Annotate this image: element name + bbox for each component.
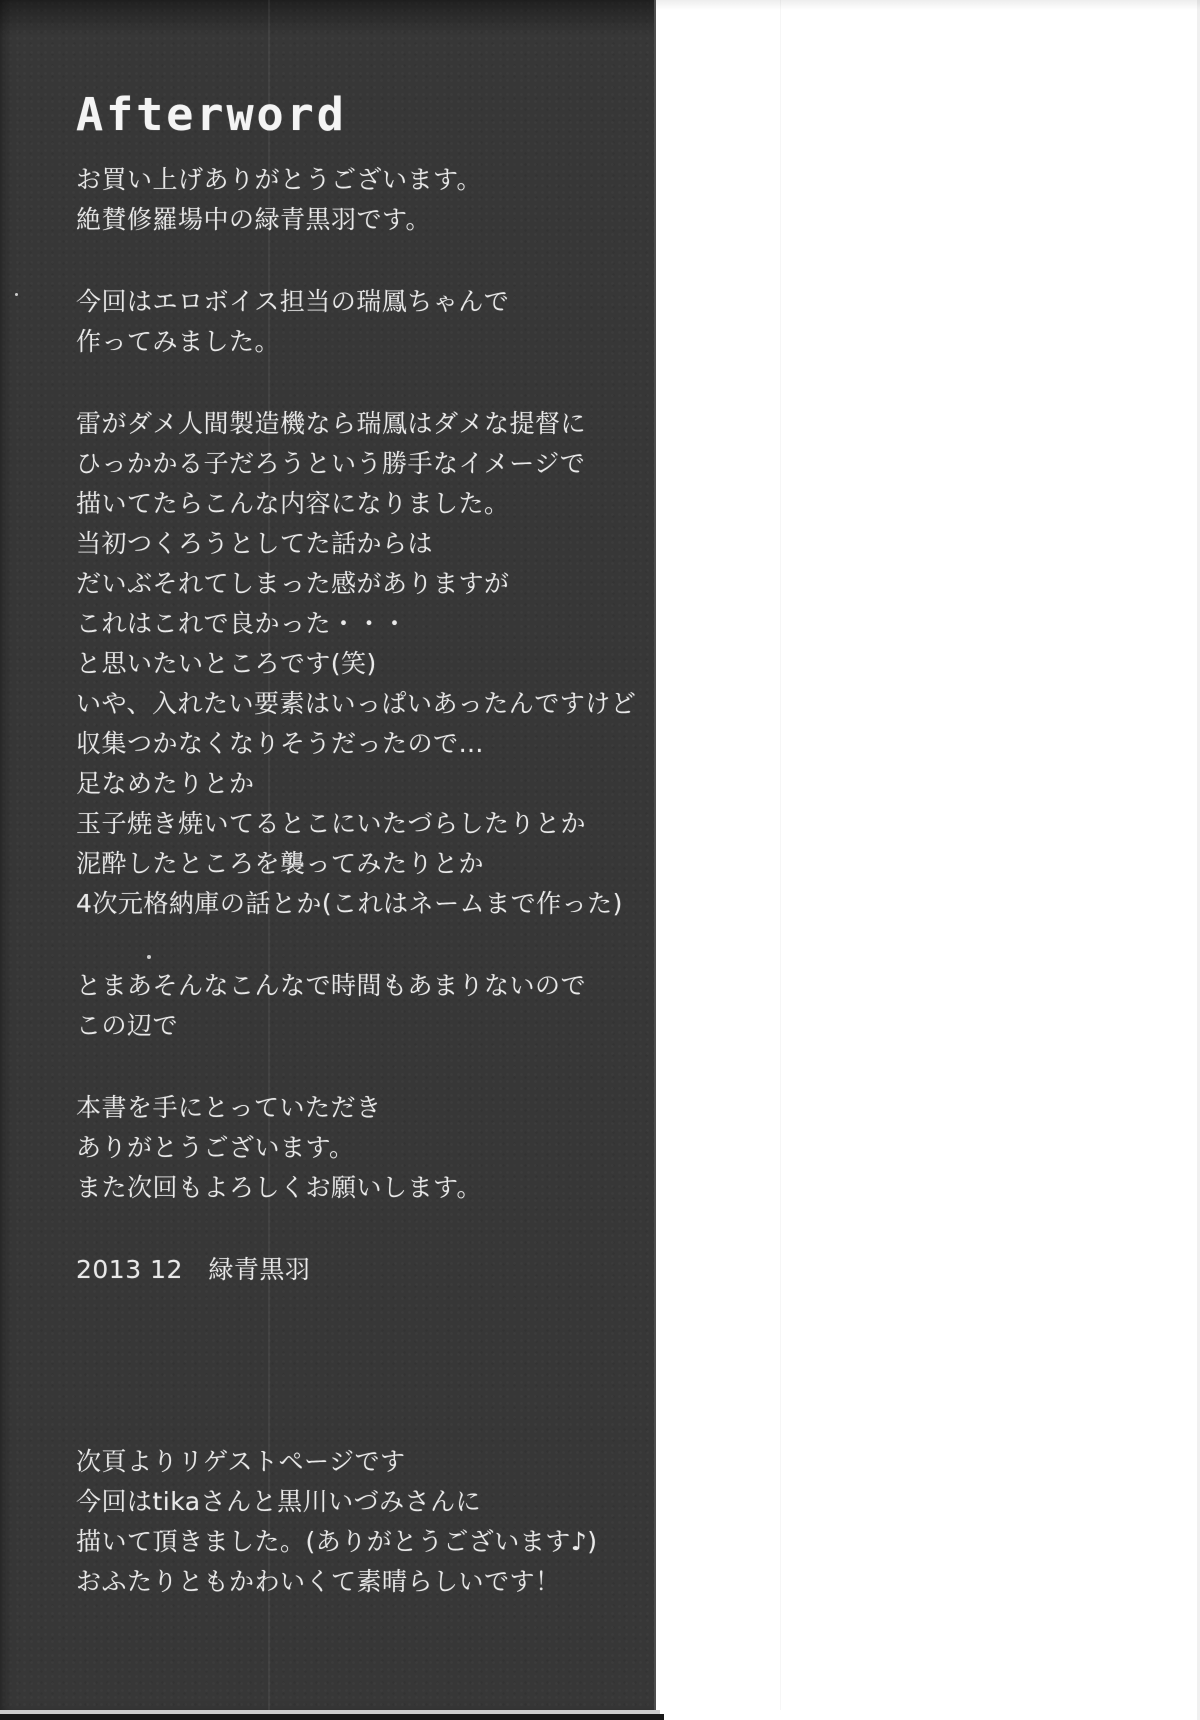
afterword-line: お買い上げありがとうございます。 [76,165,483,194]
afterword-line: また次回もよろしくお願いします。 [76,1173,483,1202]
afterword-line: 当初つくろうとしてた話からは [76,529,434,558]
afterword-line: 描いて頂きました。(ありがとうございます♪) [76,1527,598,1556]
afterword-line: おふたりともかわいくて素晴らしいです！ [76,1567,561,1596]
afterword-line: 作ってみました。 [76,327,281,356]
afterword-line: 玉子焼き焼いてるとこにいたづらしたりとか [76,809,587,838]
afterword-line: とまあそんなこんなで時間もあまりないので [76,971,587,1000]
afterword-date-signature [76,1250,636,1290]
afterword-line: ありがとうございます。 [76,1133,355,1162]
page-bottom-dark-edge [0,1714,664,1720]
afterword-paragraph-theme [76,282,636,362]
afterword-line: 2013 12 緑青黒羽 [76,1255,311,1284]
afterword-paragraph-wrapup [76,966,636,1046]
afterword-line: だいぶそれてしまった感がありますが [76,569,510,598]
afterword-paragraph-thanks [76,1088,636,1208]
paper-crease-line [780,0,781,1710]
afterword-line: ひっかかる子だろうという勝手なイメージで [76,449,586,478]
afterword-paragraph-guests [76,1442,636,1602]
afterword-line: 4次元格納庫の話とか(これはネームまで作った) [76,889,623,918]
afterword-line: 本書を手にとっていただき [76,1093,382,1122]
afterword-line: 足なめたりとか [76,769,255,798]
afterword-line: 絶賛修羅場中の緑青黒羽です。 [76,205,432,234]
afterword-line: 描いてたらこんな内容になりました。 [76,489,510,518]
afterword-line: 泥酔したところを襲ってみたりとか [76,849,485,878]
afterword-paragraph-story [76,404,636,924]
afterword-line: いや、入れたい要素はいっぱいあったんですけど [76,689,637,718]
afterword-line: 次頁よりリゲストページです [76,1447,406,1476]
afterword-line: 今回はtikaさんと黒川いづみさんに [76,1487,482,1516]
afterword-paragraph-greeting [76,160,636,240]
afterword-line: この辺で [76,1011,179,1040]
afterword-content [76,88,636,1644]
afterword-line: と思いたいところです(笑) [76,649,377,678]
afterword-line: 今回はエロボイス担当の瑞鳳ちゃんで [76,287,510,316]
afterword-line: 収集つかなくなりそうだったので… [76,729,485,758]
paper-top-tint [656,0,1200,10]
afterword-line: これはこれで良かった・・・ [76,609,408,638]
scan-speck [15,293,18,296]
afterword-title: Afterword [76,88,347,141]
afterword-line: 雷がダメ人間製造機なら瑞鳳はダメな提督に [76,409,587,438]
